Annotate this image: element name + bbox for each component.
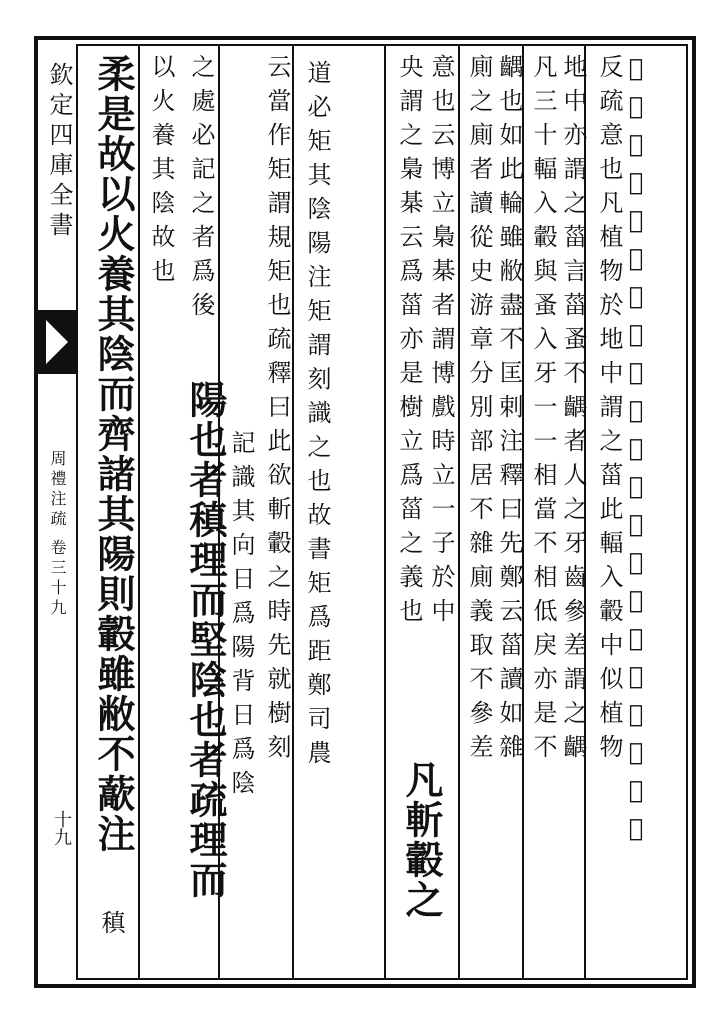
text-column-11: 之處必記之者爲後 [187,54,215,326]
highlight-text-3: 記識其向日爲陽背日爲陰 [227,430,255,804]
text-column-7: 意也云博立梟棊者謂博戲時立一子於中 [427,54,455,632]
book-title: 欽定四庫全書 [45,62,73,242]
text-column-10: 云當作矩謂規矩也疏釋曰此欲斬轂之時先就樹刻 [263,54,291,768]
highlight-text-4: 稹 [97,910,125,944]
text-column-4: 凡三十輻入轂與蚤入牙一一相當不相低戾亦是不 [529,54,557,768]
page-number: 十九 [51,810,72,846]
text-column-13: 柔是故以火養其陰而齊諸其陽則轂雖敝不藃注 [91,54,136,854]
text-column-8: 央謂之梟棊云爲菑亦是樹立爲菑之義也 [395,54,423,632]
column-rule [384,46,386,978]
text-column-12: 以火養其陰故也 [147,54,175,292]
text-column-6: 廁之廁者讀從史游章分別部居不雜廁義取不參差 [465,54,493,768]
text-column-9: 道必矩其陰陽注矩謂刻識之也故書矩爲距鄭司農 [303,60,331,774]
page-margin [38,40,76,984]
chapter-label: 周禮注疏 卷三十九 [48,450,67,620]
text-column-2: 反疏意也凡植物於地中謂之菑此輻入轂中似植物 [595,54,623,768]
text-column-3: 地中亦謂之菑言菑蚤不齵者人之牙齒參差謂之齵 [559,54,587,768]
text-column-5: 齵也如此輪雖敝盡不匡剌注釋曰先鄭云菑讀如雜 [495,54,523,768]
text-column-1: 𦍢疏釋曰上視輻入牙中此言察輻入轂中須得所之 [622,54,650,852]
highlight-text-1: 凡斬轂之 [399,760,444,920]
highlight-text-2: 陽也者稹理而堅陰也者疏理而 [183,380,228,900]
fishtail-mark [38,310,76,374]
